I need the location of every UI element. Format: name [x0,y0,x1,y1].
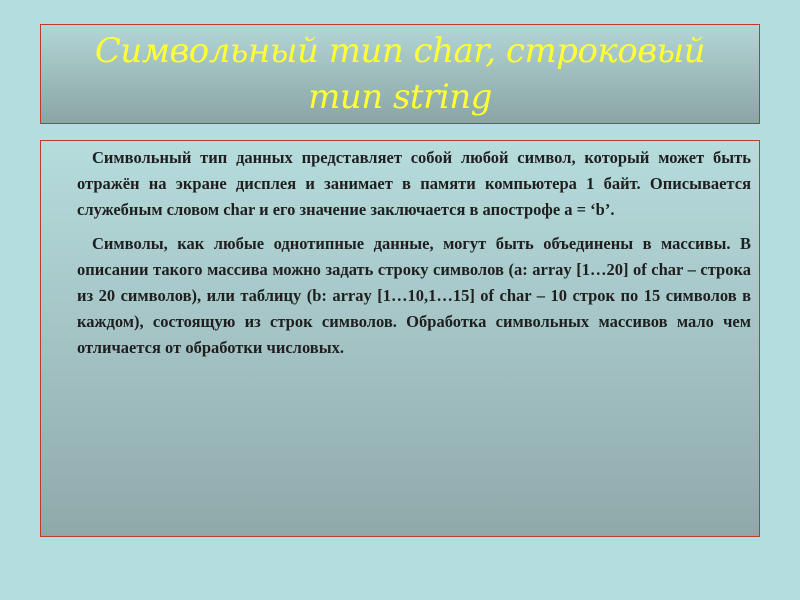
content-box [40,140,760,537]
paragraph-char-arrays: Символы, как любые однотипные данные, могут быть объединены в массивы. В описании такого массива можно задать строку символов (a: array [1…20] of char – строка из 20 символов), или таблицу (b: array [1…10,1…15] of char – 10 строк по 15 символов в каждом), состоящую из строк символов. Обработка символьных массивов мало чем отличается от обработки числовых. [77,234,751,357]
slide-title: Символьный тип char, строковый тип string [94,31,706,117]
title-box [40,24,760,124]
paragraph-char-type: Символьный тип данных представляет собой любой символ, который может быть отражён на экране дисплея и занимает в памяти компьютера 1 байт. Описывается служебным словом char и его значение заключается в апострофе a = ‘b’. [77,148,751,219]
